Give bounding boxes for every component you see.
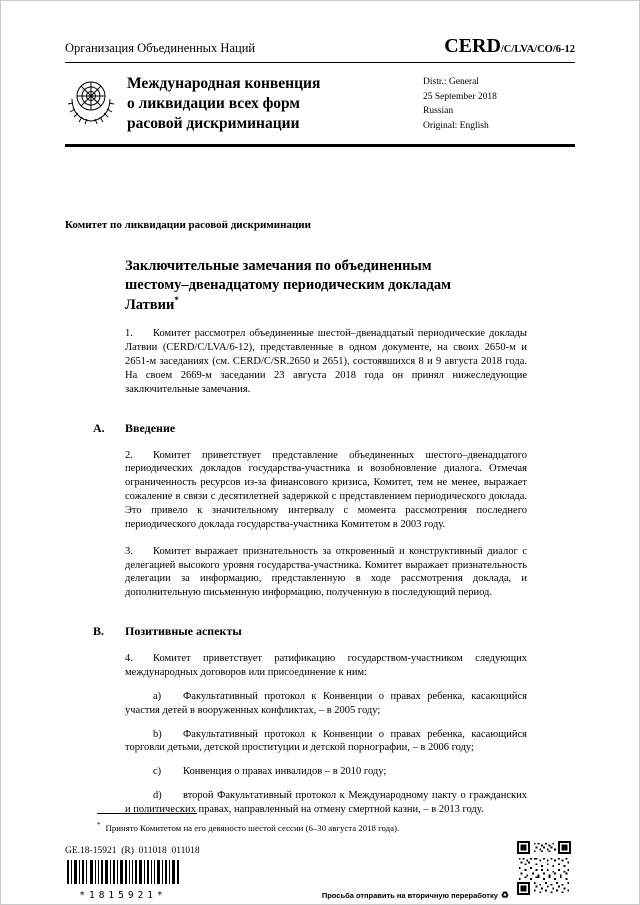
qr-code [517,841,571,900]
distr-date: 25 September 2018 [423,91,497,102]
un-emblem-icon [65,73,127,134]
section-letter: A. [93,420,105,435]
section-a-heading [93,421,527,436]
document-title-text: Заключительные замечания по объединенным шестому–двенадцатому периодическим докладам Латвии [125,257,451,313]
list-item-letter: b) [153,728,162,740]
paragraph-number: 1. [125,328,133,340]
committee-heading: Комитет по ликвидации расовой дискриминации [65,218,311,231]
document-body [65,219,527,817]
list-item-text: второй Факультативный протокол к Международному пакту о гражданских и политических правах, направленный на отмену смертной казни, – в 2013 году. [125,790,527,815]
distr-language: Russian [423,106,454,117]
convention-title: Международная конвенция о ликвидации всех форм расовой дискриминации [127,75,321,132]
paragraph-4 [125,652,527,680]
list-item [125,690,527,718]
paragraph-text: Комитет приветствует представление объединенных шестого–двенадцатого периодических докладов государства-участника и возобновление диалога. Отмечая ограниченность ресурсов из-за финансового кризиса, Комитет, тем не менее, выражает сожаление в связи с десятилетней задержкой с представлением периодического доклада. Это привело к значительному интервалу с момента рассмотрения последнего периодического доклада государства-участника Комитетом в 2003 году. [125,449,527,530]
list-item-letter: c) [153,766,162,778]
recycle-text: Просьба отправить на вторичную переработку [321,891,498,900]
list-item-text: Факультативный протокол к Конвенции о правах ребенка, касающийся торговли детьми, детской проституции и детской порнографии, – в 2006 году; [125,728,527,754]
distr-original: Original: English [423,121,489,132]
recycle-icon: ♻ [500,890,509,900]
doc-symbol [444,35,575,58]
footnote [97,813,537,834]
distribution-block [423,73,575,134]
recycle-note [291,890,509,901]
list-item [125,765,527,779]
masthead-divider [65,144,575,147]
barcode-bars [67,860,179,884]
section-title: Введение [125,420,176,435]
document-title [125,257,475,314]
paragraph-text: Комитет выражает признательность за откровенный и конструктивный диалог с делегацией высокого уровня государства-участника. Комитет выражает признательность делегации за информацию, представленную в ходе рассмотрения доклада, и дополнительную письменную информацию, полученную в последующий период. [125,545,527,599]
paragraph-number: 2. [125,449,133,461]
ge-number: GE.18-15921 (R) 011018 011018 [65,846,200,856]
paragraph-number: 3. [125,545,133,557]
title-footnote-marker: * [174,294,179,305]
doc-symbol-main: CERD [444,35,501,57]
paragraph-text: Комитет приветствует ратификацию государством-участником следующих международных договоров или присоединение к ним: [125,653,527,678]
paragraph-text: Комитет рассмотрел объединенные шестой–двенадцатый периодические доклады Латвии (CERD/C/LVA/6-12), представленные в одном документе, на своих 2650-м и 2651-м заседаниях (см. CERD/C/SR.2650 и 2651), состоявшихся 8 и 9 августа 2018 года. На своем 2669-м заседании 23 августа 2018 года он принял нижеследующие заключительные замечания. [125,328,527,395]
distr-line: Distr.: General [423,77,479,87]
paragraph-number: 4. [125,653,133,665]
footnote-text: Принято Комитетом на его девяносто шестой сессии (6–30 августа 2018 года). [105,822,400,833]
footnote-divider [97,813,197,814]
doc-symbol-suffix: /C/LVA/CO/6-12 [500,44,575,55]
section-letter: B. [93,624,105,639]
org-name: Организация Объединенных Наций [65,41,256,55]
masthead [65,63,575,144]
paragraph-1 [125,327,527,396]
list-item [125,728,527,756]
list-item-text: Конвенция о правах инвалидов – в 2010 году; [183,766,387,778]
footnote-marker: * [97,821,101,829]
barcode [65,860,181,901]
list-item-letter: d) [153,790,162,802]
paragraph-2 [125,449,527,532]
list-item-text: Факультативный протокол к Конвенции о правах ребенка, касающийся участия детей в вооруженных конфликтах, – в 2005 году; [125,690,527,716]
section-title: Позитивные аспекты [125,624,242,639]
paragraph-3 [125,545,527,600]
barcode-text: *1815921* [79,890,167,901]
footnote-line [97,821,537,834]
list-item-letter: a) [153,690,162,702]
header [65,35,575,58]
section-b-heading [93,624,527,639]
